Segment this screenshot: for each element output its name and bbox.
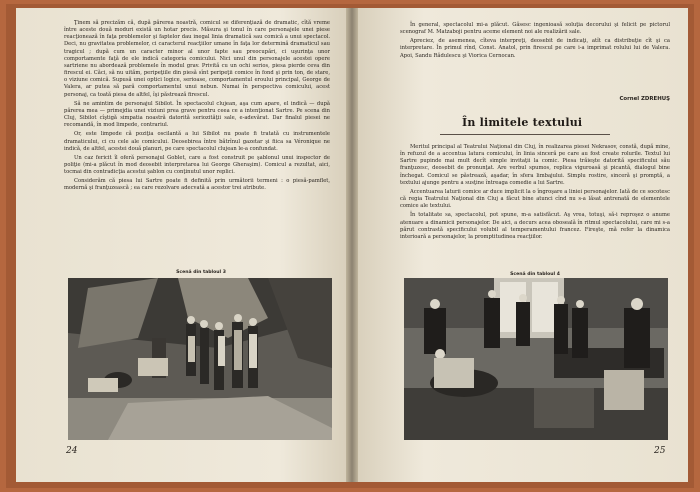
paragraph: Considerăm că piesa lui Sartre poate fi definită prin următorii termeni : o piesă-pamflet, modernă şi franţuzească ; ea care rezolvare adecvată a acestor trei atribute. [64, 178, 330, 192]
photo-caption: Scenă din tabloul 4 [510, 272, 560, 277]
paragraph: Or, este limpede că poziţia oscilantă a lui Sibilot nu poate fi tratată cu instrumentele dramaticului, ci cu cele ale comicului. Deosebirea între bătrînul gazetar şi fiica sa Véronique ne indică, de altfel, acestei două planuri, pe care spectacolul clujean le-a confundat. [64, 131, 330, 152]
book-gutter [346, 8, 358, 482]
paragraph: Accentuarea laturii comice ar duce implicit la o îngroşare a liniei personajelor. Iată de ce socotesc că regia Teatrului Naţional din Cluj a făcut bine atunci cînd nu s-a lăsat antrenată de elementele comice ale textului. [400, 188, 670, 210]
right-page-section-text [400, 144, 670, 241]
right-page [358, 8, 688, 482]
stage-photo-tableau-3 [68, 278, 332, 440]
paragraph: În totalitate sa, spectacolul, pot spune, m-a satisfăcut. Aş vrea, totuşi, să-i reproşez o anume atenuare a dinamicii personajelor. De aici, a decurs acea obosealã în ritmul spectacolului, care mi s-a părut contrastă specificului volubil al temperamentului francez. Fireşte, mă refer la dinamica interioară a personajelor, la promptitudinea reacţiilor. [400, 212, 670, 240]
page-number: 24 [66, 446, 78, 456]
paragraph: Ţinem să precizăm că, după părerea noastră, comicul se diferenţiază de dramatic, cîtă vreme între aceste două moduri există un hotar precis. Măsura şi tonul în care personajele unei piese reacţionează în faţa problemelor şi faptelor dau inegal linia dramatică sau comică a unui spectacol. Deci, nu gravitatea problemelor, ci caracterul reacţiilor umane în faţa lor determină dramaticul sau tragicul ; după cum un caracter minor al unor fapte sau preocupări, ci uşurinţa unor comportamente faţă de ele indică categoria comicului. Nici unul din personajele acestei opere sartriene nu abordează problemele în modul grav. Privită cu un ochi serios, piesa pierde ceva din firescul ei. Căci, să nu uităm, peripeţiile din piesă sînt peripeţii comice în fond şi prin ton, de stare, o viziune comică. Supusă unei optici logice, serioase, comportamentul eroului principal, George de Valera, ar putea să pară comportamentul unui nebun. Numai în perspectiva comicului, acest personaj, ca toată piesa de altfel, îşi păstrează firescul. [64, 20, 330, 98]
paragraph: Un caz fericit îl oferă personajul Goblet, care a fost construit pe şablonul unui inspector de poliţie (mi-a plăcut în mod deosebit interpretarea lui George Gheraşim). Comicul a rezultat, aici, tocmai din contradicţia acestui şablon cu conţinutul unor replici. [64, 154, 330, 176]
photo-caption: Scenă din tabloul 3 [176, 270, 226, 275]
section-title: În limitele textului [462, 116, 583, 129]
right-page-intro-text [400, 22, 670, 60]
left-page-text [64, 20, 330, 193]
author-signature: Cornel ZDREHUŞ [619, 96, 670, 102]
paragraph: Meritul principal al Teatrului Naţional din Cluj, în realizarea piesei Nekrasov, constă, după mine, în refuzul de a accentua latura comicului, în linia sinceră pe care au fost create rolurile. Textul lui Sartre pupinde mai mult decît simple invitaţii la comic. Piesa trăieşte datorită specificului său franţuzesc, deosebit de pronunţat. Are verbul spumos, replica viguroasă şi picantă, dialogul bine închegat. Comicul se păstrează, aşadar, în sfera limbajului. Simplu rostire, sinceră şi promptă, a textului ajunge pentru a susţine întreaga comedie a lui Sartre. [400, 144, 670, 186]
paragraph: În general, spectacolul mi-a plăcut. Găsesc ingenioasă soluţia decorului şi felicit pe pictorul scenograf M. Matzaboji pentru aceme element noi ale realizării sale. [400, 22, 670, 36]
page-number: 25 [654, 446, 666, 456]
open-book [6, 4, 694, 488]
title-rule [440, 134, 610, 135]
left-page [16, 8, 346, 482]
paragraph: Apreciez, de asemenea, cîteva interpreţi, deosebit de indicaţi, atît ca distribuţie cît şi ca interpretare. În primul rînd, Const. Anatol, prin firescul pe care i-a imprimat rolului lui de Valera. Apoi, Sandu Rădulescu şi Viorica Cernocan. [400, 38, 670, 59]
paragraph: Să ne amintim de personajul Sibilot. În spectacolul clujean, aşa cum apare, el indică — după părerea mea — primejdia unei viziuni prea grave pentru ceea ce a intenţionat Sartre. Pe scena din Cluj, Sibilot cîştigă simpatia noastră datorită seriozităţii sale, e-adevărat. Dar finalul piesei ne recomandă, în mod limpede, contrariul. [64, 100, 330, 129]
stage-photo-tableau-4 [404, 278, 668, 440]
